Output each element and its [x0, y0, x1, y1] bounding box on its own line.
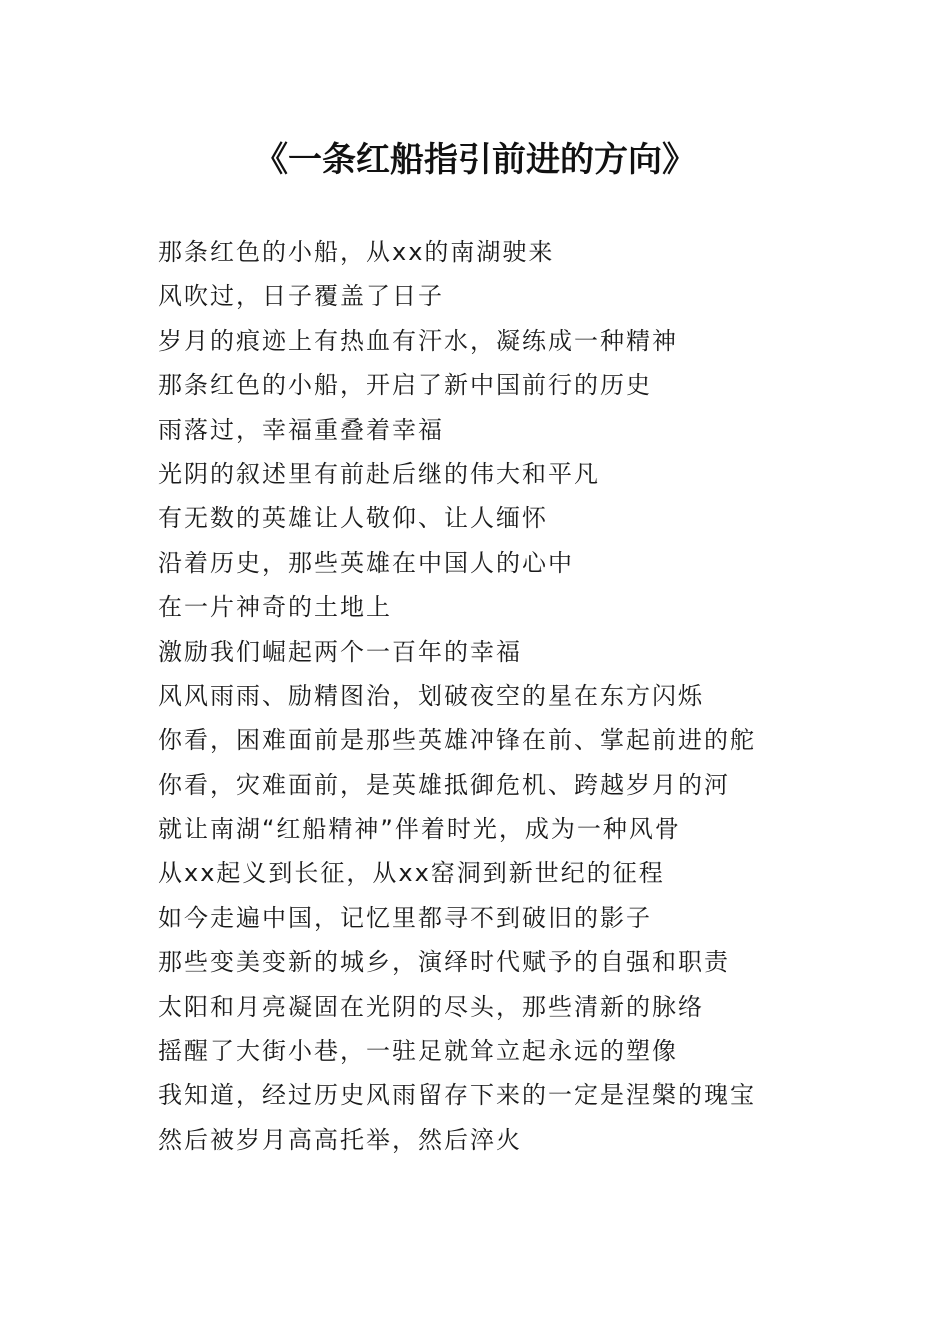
poem-line: 你看，灾难面前，是英雄抵御危机、跨越岁月的河: [158, 770, 730, 799]
poem-line: 如今走遍中国，记忆里都寻不到破旧的影子: [158, 903, 652, 932]
poem-line: 那些变美变新的城乡，演绎时代赋予的自强和职责: [158, 948, 730, 977]
poem-line: 有无数的英雄让人敬仰、让人缅怀: [158, 504, 548, 533]
poem-line: 然后被岁月高高托举，然后淬火: [158, 1125, 522, 1154]
poem-line: 你看，困难面前是那些英雄冲锋在前、掌起前进的舵: [158, 726, 756, 755]
poem-line: 就让南湖“红船精神”伴着时光，成为一种风骨: [158, 815, 681, 844]
poem-line: 风风雨雨、励精图治，划破夜空的星在东方闪烁: [158, 681, 704, 710]
poem-line: 从xx起义到长征，从xx窑洞到新世纪的征程: [158, 859, 665, 888]
poem-line: 雨落过，幸福重叠着幸福: [158, 415, 444, 444]
poem-line: 那条红色的小船，开启了新中国前行的历史: [158, 371, 652, 400]
poem-body: [158, 230, 858, 1162]
poem-line: 在一片神奇的土地上: [158, 593, 392, 622]
poem-line: 摇醒了大街小巷，一驻足就耸立起永远的塑像: [158, 1037, 678, 1066]
poem-line: 风吹过，日子覆盖了日子: [158, 282, 444, 311]
poem-line: 激励我们崛起两个一百年的幸福: [158, 637, 522, 666]
poem-line: 光阴的叙述里有前赴后继的伟大和平凡: [158, 459, 600, 488]
document-title: 《一条红船指引前进的方向》: [254, 140, 696, 180]
poem-line: 那条红色的小船，从xx的南湖驶来: [158, 238, 555, 266]
poem-line: 岁月的痕迹上有热血有汗水，凝练成一种精神: [158, 326, 678, 355]
poem-line: 沿着历史，那些英雄在中国人的心中: [158, 548, 574, 577]
poem-line: 太阳和月亮凝固在光阴的尽头，那些清新的脉络: [158, 992, 704, 1021]
poem-line: 我知道，经过历史风雨留存下来的一定是涅槃的瑰宝: [158, 1081, 756, 1110]
